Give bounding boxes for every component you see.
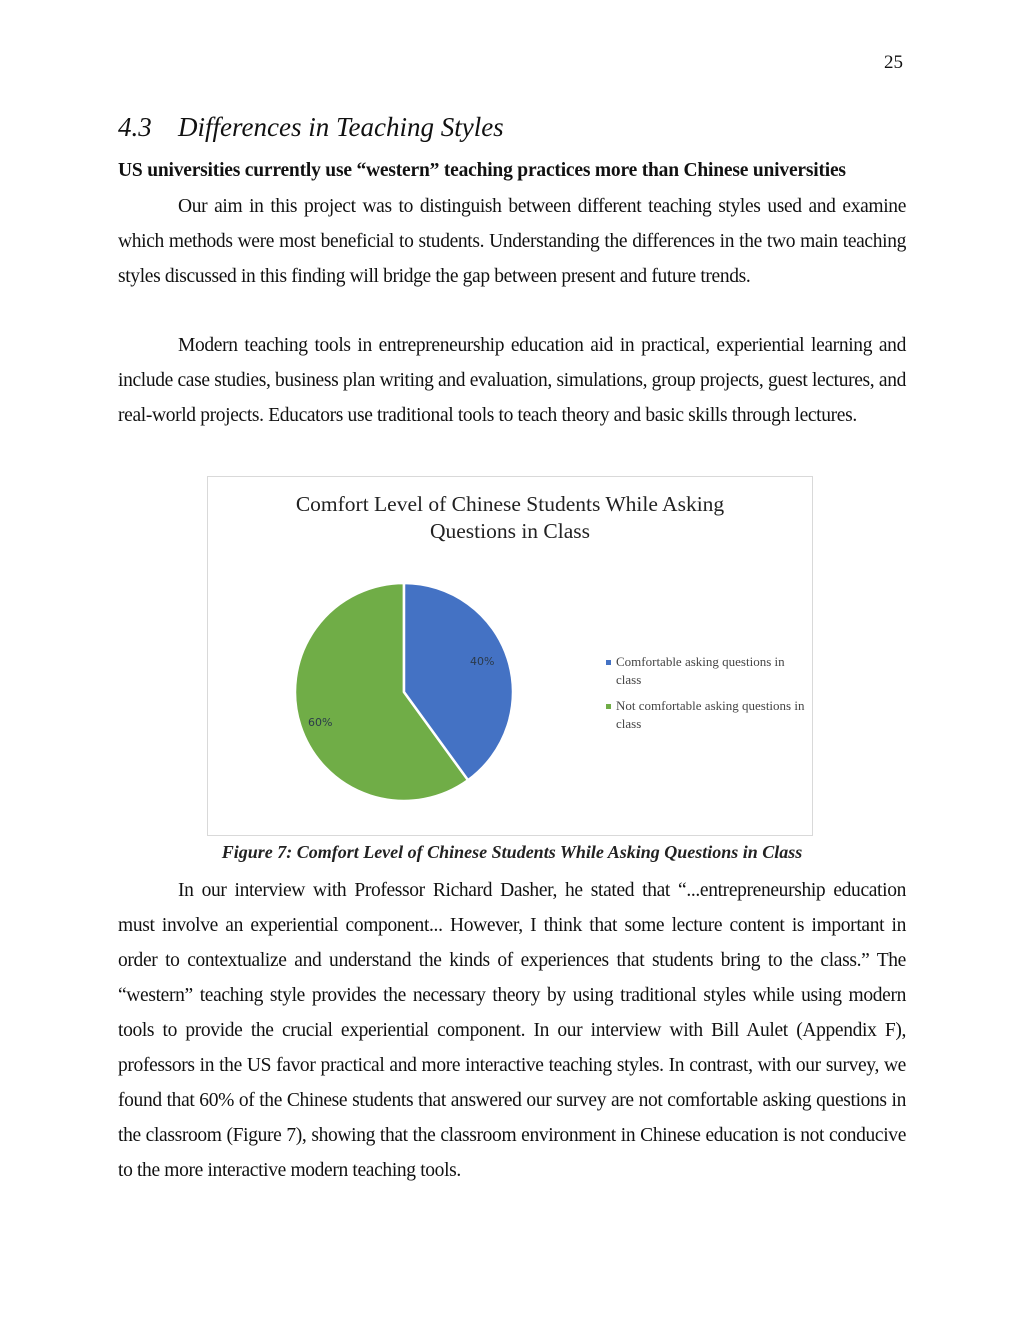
pie-chart: [207, 476, 813, 836]
legend-label: Comfortable asking questions in class: [616, 654, 785, 687]
legend-label: Not comfortable asking questions in class: [616, 698, 805, 731]
page-number: 25: [884, 52, 903, 73]
legend-swatch-green-icon: [606, 704, 611, 709]
section-title: Differences in Teaching Styles: [178, 112, 504, 142]
chart-title-line-2: Questions in Class: [429, 519, 591, 543]
section-heading: [118, 112, 504, 143]
paragraph-2: [118, 328, 906, 433]
section-number: 4.3: [118, 112, 152, 142]
paragraph-3: [118, 873, 906, 1188]
chart-title: [208, 491, 812, 545]
pie-label-40: 40%: [470, 655, 495, 668]
paragraph-2-text: Modern teaching tools in entrepreneurship education aid in practical, experiential learning and include case studies, business plan writing and evaluation, simulations, group projects, guest lectures, and real-world projects. Educators use traditional tools to teach theory and basic skills through lectures.: [118, 335, 906, 426]
paragraph-3-text: In our interview with Professor Richard Dasher, he stated that “...entrepreneurship education must involve an experiential component... However, I think that some lecture content is important in order to contextualize and understand the kinds of experiences that students bring to the class.” The “western” teaching style provides the necessary theory by using traditional styles while using modern tools to provide the crucial experiential component. In our interview with Bill Aulet (Appendix F), professors in the US favor practical and more interactive teaching styles. In contrast, with our survey, we found that 60% of the Chinese students that answered our survey are not comfortable asking questions in the classroom (Figure 7), showing that the classroom environment in Chinese education is not conducive to the more interactive modern teaching tools.: [118, 880, 906, 1181]
legend-item-comfortable: [606, 653, 806, 689]
legend-swatch-blue-icon: [606, 660, 611, 665]
paragraph-1-text: Our aim in this project was to distinguish between different teaching styles used and examine which methods were most beneficial to students. Understanding the differences in the two main teaching styles discussed in this finding will bridge the gap between present and future trends.: [118, 196, 906, 287]
legend-item-not-comfortable: [606, 697, 806, 733]
pie-graphic: [293, 581, 515, 803]
chart-legend: [606, 653, 806, 741]
figure-caption: Figure 7: Comfort Level of Chinese Students While Asking Questions in Class: [221, 842, 803, 862]
pie-label-60: 60%: [308, 716, 333, 729]
paragraph-1: [118, 189, 906, 294]
subheading: US universities currently use “western” teaching practices more than Chinese universities: [118, 160, 846, 181]
chart-title-line-1: Comfort Level of Chinese Students While Asking: [295, 492, 725, 516]
